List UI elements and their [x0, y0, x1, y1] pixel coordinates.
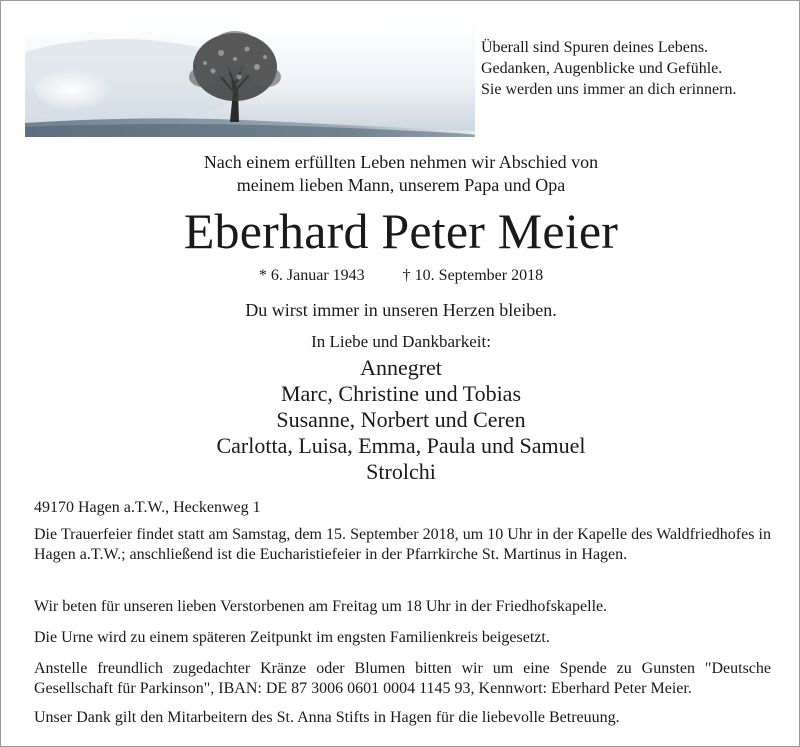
intro-line: meinem lieben Mann, unserem Papa und Opa: [236, 175, 566, 195]
birth-date: * 6. Januar 1943: [258, 267, 365, 284]
mourners-list: [1, 355, 800, 485]
mourner-name: Susanne, Norbert und Ceren: [276, 407, 526, 432]
thanks-paragraph: Unser Dank gilt den Mitarbeitern des St. Anna Stifts in Hagen für die liebevolle Betreuung.: [34, 709, 620, 726]
intro-text: [1, 151, 800, 197]
mourner-name: Carlotta, Luisa, Emma, Paula und Samuel: [216, 433, 586, 458]
gratitude-heading: In Liebe und Dankbarkeit:: [311, 332, 491, 351]
mourner-name: Strolchi: [366, 459, 436, 484]
quote-line: Überall sind Spuren deines Lebens.: [481, 39, 709, 56]
prayer-paragraph: Wir beten für unseren lieben Verstorbenen am Freitag um 18 Uhr in der Friedhofskapelle.: [34, 598, 608, 615]
tree-landscape-image: [25, 19, 475, 137]
death-date: † 10. September 2018: [402, 267, 544, 284]
urn-paragraph: Die Urne wird zu einem späteren Zeitpunkt im engsten Familienkreis beigesetzt.: [34, 629, 550, 646]
motto: Du wirst immer in unseren Herzen bleiben.: [245, 300, 557, 320]
funeral-service-paragraph: Die Trauerfeier findet statt am Samstag, dem 15. September 2018, um 10 Uhr in der Kapelle des Waldfriedhofes in Hagen a.T.W.; anschließend ist die Eucharistiefeier in der Pfarrkirche St. Martinus in Hagen.: [34, 526, 771, 563]
deceased-name: Eberhard Peter Meier: [183, 203, 619, 259]
quote-line: Gedanken, Augenblicke und Gefühle.: [481, 60, 723, 77]
quote-line: Sie werden uns immer an dich erinnern.: [481, 81, 737, 98]
intro-line: Nach einem erfüllten Leben nehmen wir Abschied von: [203, 152, 599, 172]
quote-block: [481, 37, 736, 100]
family-address: 49170 Hagen a.T.W., Heckenweg 1: [34, 499, 261, 516]
mourner-name: Annegret: [360, 355, 442, 380]
mourner-name: Marc, Christine und Tobias: [280, 381, 522, 406]
donation-paragraph: Anstelle freundlich zugedachter Kränze oder Blumen bitten wir um eine Spende zu Gunsten "Deutsche Gesellschaft für Parkinson", IBAN: DE 87 3006 0601 0004 1145 93, Kennwort: Eberhard Peter Meier.: [34, 660, 771, 697]
life-dates: [1, 266, 800, 286]
